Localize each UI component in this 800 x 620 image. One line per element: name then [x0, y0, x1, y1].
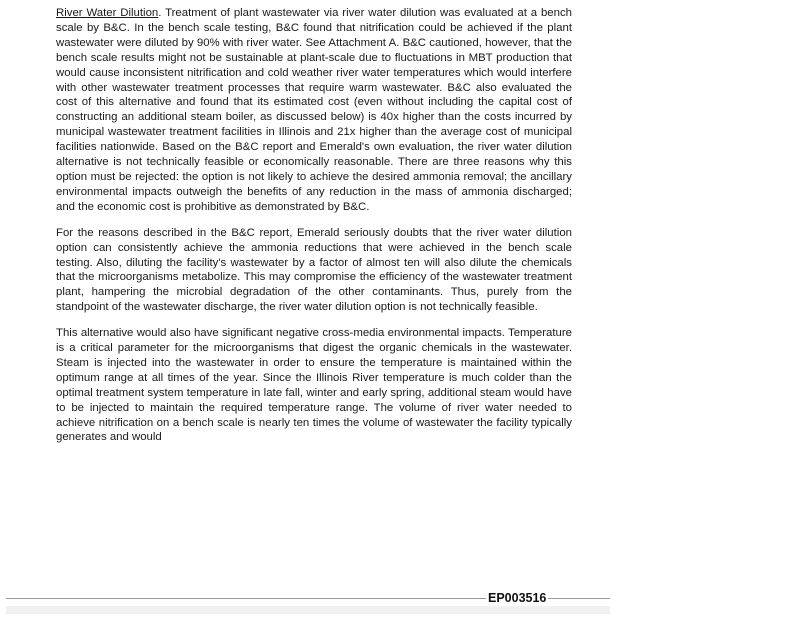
scan-footer-shadow — [6, 606, 610, 614]
bates-number: EP003516 — [488, 591, 547, 605]
paragraph-text: . Treatment of plant wastewater via river water dilution was evaluated at a bench scale by B&C. In the bench scale testing, B&C found that nitrification could be achieved if the plant wastewater were diluted by 90% with river water. See Attachment A. B&C cautioned, however, that the bench scale results might not be sustainable at plant-scale due to fluctuations in MBT production that would cause inconsistent nitrification and cold weather river water temperatures which would interfere with other wastewater treatment processes that require warm wastewater. B&C also evaluated the cost of this alternative and found that its estimated cost (even without including the capital cost of constructing an additional steam boiler, as discussed below) is 40x higher than the costs incurred by municipal wastewater treatment facilities in Illinois and 21x higher than the average cost of municipal facilities nationwide. Based on the B&C report and Emerald's own evaluation, the river water dilution alternative is not technically feasible or economically reasonable. There are three reasons why this option must be rejected: the option is not likely to achieve the desired ammonia removal; the ancillary environmental impacts outweigh the benefits of any reduction in the mass of ammonia discharged; and the economic cost is prohibitive as demonstrated by B&C. — [56, 7, 572, 213]
paragraph-cross-media: This alternative would also have significant negative cross-media environmental impacts. Temperature is a critical parameter for the microorganisms that digest the organic chemicals in the wastewater. Steam is injected into the wastewater in order to ensure the temperature is maintained within the optimum range at all times of the year. Since the Illinois River temperature is much colder than the optimal treatment system temperature in late fall, winter and early spring, additional steam would have to be injected to maintain the required temperature range. The volume of river water needed to achieve nitrification on a bench scale is nearly ten times the volume of wastewater the facility typically generates and would — [56, 327, 572, 444]
paragraph-reasons: For the reasons described in the B&C report, Emerald seriously doubts that the river water dilution option can consistently achieve the ammonia reductions that were achieved in the bench scale testing. Also, diluting the facility's wastewater by a factor of almost ten will also dilute the chemicals that the microorganisms metabolize. This may compromise the efficiency of the wastewater treatment plant, hampering the microbial degradation of the other contaminants. Thus, purely from the standpoint of the wastewater discharge, the river water dilution option is not technically feasible. — [56, 226, 572, 314]
section-heading: River Water Dilution — [56, 7, 159, 19]
paragraph-river-water-dilution — [56, 6, 572, 215]
document-body — [56, 6, 572, 456]
